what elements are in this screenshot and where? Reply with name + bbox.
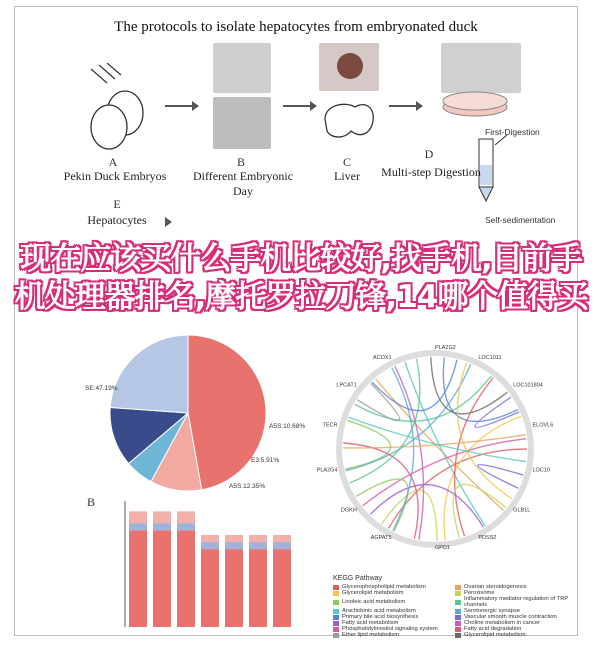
chord-gene-label: GPD1 bbox=[435, 545, 450, 551]
chord-gene-label: LOC1011 bbox=[478, 354, 502, 361]
legend-swatch bbox=[455, 600, 461, 605]
bar-segment bbox=[129, 511, 147, 523]
bar-segment bbox=[225, 549, 243, 627]
legend-swatch bbox=[333, 621, 339, 626]
legend-swatch bbox=[333, 609, 339, 614]
petri-dish-icon bbox=[435, 83, 515, 119]
bar-segment bbox=[177, 523, 195, 530]
chord-gene-label: PLA2G4 bbox=[316, 467, 338, 474]
arrow-a-b bbox=[165, 105, 193, 107]
chord-gene-label: PLA2G2 bbox=[435, 345, 456, 351]
chord-link bbox=[355, 376, 491, 421]
bar-segment bbox=[273, 535, 291, 542]
figure-title: The protocols to isolate hepatocytes from embryonated duck bbox=[114, 19, 478, 35]
legend-swatch bbox=[333, 591, 339, 596]
legend-swatch bbox=[455, 627, 461, 632]
chord-gene-label: PDSS2 bbox=[478, 535, 497, 542]
chord-gene-label: TECR bbox=[322, 422, 338, 429]
eggs-icon bbox=[83, 63, 153, 153]
bar-segment bbox=[201, 535, 219, 542]
legend-label: Serotonergic synapse bbox=[464, 608, 521, 614]
chord-link bbox=[453, 484, 506, 537]
bar-segment bbox=[201, 542, 219, 549]
step-e-letter: E bbox=[113, 197, 121, 211]
bar-segment bbox=[177, 530, 195, 627]
bar-segment bbox=[153, 530, 171, 627]
chord-gene-label: GLB1L bbox=[513, 507, 531, 514]
liver-photo bbox=[319, 43, 379, 91]
legend-label: Glycerolipid metabolism bbox=[464, 632, 526, 638]
bar-segment bbox=[177, 511, 195, 523]
bar-segment bbox=[153, 511, 171, 523]
step-a-illustration bbox=[83, 63, 153, 153]
legend-label: Inflammatory mediator regulation of TRP channels bbox=[464, 596, 569, 608]
legend-label: Phosphatidylinositol signaling system bbox=[342, 626, 438, 632]
legend-label: Glycerophospholipid metabolism bbox=[342, 584, 426, 590]
legend-swatch bbox=[333, 585, 339, 590]
pie-label-right-top: A5S:10.68% bbox=[269, 423, 306, 430]
bar-segment bbox=[273, 549, 291, 627]
step-e-label: Hepatocytes bbox=[87, 213, 147, 227]
step-b-letter: B bbox=[236, 155, 245, 169]
legend-label: Vascular smooth muscle contraction bbox=[464, 614, 557, 620]
arrow-to-e bbox=[165, 221, 166, 222]
kegg-legend bbox=[333, 575, 573, 638]
legend-label: Ether lipid metabolism bbox=[342, 632, 400, 638]
chord-gene-label: LPCAT1 bbox=[336, 382, 357, 389]
chord-gene-label: LOC10 bbox=[532, 467, 550, 474]
arrow-c-d bbox=[389, 105, 417, 107]
step-d-label: Multi-step Digestion bbox=[381, 165, 481, 179]
legend-swatch bbox=[333, 633, 339, 638]
bar-chart bbox=[93, 487, 303, 637]
liver-illustration bbox=[321, 99, 377, 145]
arrow-b-c bbox=[283, 105, 311, 107]
legend-item bbox=[333, 632, 451, 638]
pie-label-left: SE:47.19% bbox=[85, 385, 118, 392]
figure-frame bbox=[14, 6, 578, 636]
legend-swatch bbox=[333, 600, 339, 605]
chord-link bbox=[343, 435, 526, 448]
legend-swatch bbox=[455, 609, 461, 614]
chord-link bbox=[370, 485, 483, 528]
legend-swatch bbox=[333, 627, 339, 632]
petri-dish-illustration bbox=[435, 83, 515, 119]
step-c-label: Liver bbox=[334, 169, 360, 183]
bar-segment bbox=[129, 523, 147, 530]
legend-swatch bbox=[333, 615, 339, 620]
bar-svg bbox=[93, 487, 303, 637]
legend-title: KEGG Pathway bbox=[333, 575, 383, 582]
legend-swatch bbox=[455, 621, 461, 626]
bar-segment bbox=[153, 523, 171, 530]
chord-svg bbox=[315, 337, 555, 567]
bar-segment bbox=[249, 542, 267, 549]
self-sedimentation-label: Self-sedimentation bbox=[485, 215, 556, 225]
legend-item bbox=[455, 632, 573, 638]
chord-link bbox=[431, 354, 508, 414]
pie-chart bbox=[73, 325, 306, 495]
chord-link bbox=[345, 420, 390, 469]
first-digestion-label: First-Digestion bbox=[485, 127, 540, 137]
step-a-letter: A bbox=[108, 155, 118, 169]
pie-label-bottom: A5S:12.35% bbox=[229, 483, 266, 490]
legend-label: Fatty acid metabolism bbox=[342, 620, 399, 626]
overlay-headline: 现在应该买什么手机比较好,找手机,目前手机处理器排名,摩托罗拉刀锋,14哪个值得买 bbox=[14, 241, 588, 315]
legend-label: Glycerolipid metabolism bbox=[342, 590, 404, 596]
step-c-letter: C bbox=[342, 155, 351, 169]
bar-panel-letter: B bbox=[86, 495, 95, 509]
bar-segment bbox=[225, 542, 243, 549]
bar-segment bbox=[249, 535, 267, 542]
embryo-photo-2 bbox=[213, 97, 271, 149]
pie-slice bbox=[188, 335, 266, 490]
chord-gene-label: DGKH bbox=[340, 507, 357, 514]
bar-segment bbox=[249, 549, 267, 627]
chord-link bbox=[363, 439, 527, 506]
step-a-label: Pekin Duck Embryos bbox=[63, 169, 167, 183]
bar-segment bbox=[273, 542, 291, 549]
legend-swatch bbox=[455, 585, 461, 590]
chord-diagram bbox=[315, 337, 555, 567]
legend-swatch bbox=[455, 633, 461, 638]
pie-slice bbox=[110, 335, 188, 413]
legend-label: Peroxisome bbox=[464, 590, 495, 596]
pie-label-right-mid: E3:5.91% bbox=[251, 457, 280, 464]
bar-segment bbox=[129, 530, 147, 627]
legend-grid bbox=[333, 584, 573, 638]
chord-gene-label: AGPAT5 bbox=[370, 535, 392, 542]
chord-gene-label: LOC101804 bbox=[513, 382, 543, 389]
bar-segment bbox=[201, 549, 219, 627]
step-b-label: Different Embryonic Day bbox=[192, 169, 294, 198]
legend-label: Fatty acid degradation bbox=[464, 626, 522, 632]
legend-label: Ovarian steroidogenesis bbox=[464, 584, 527, 590]
step-d-letter: D bbox=[424, 147, 434, 161]
chord-gene-label: ELOVL6 bbox=[532, 422, 554, 429]
embryo-photo-1 bbox=[213, 43, 271, 93]
legend-label: Primary bile acid biosynthesis bbox=[342, 614, 419, 620]
legend-item bbox=[333, 596, 451, 608]
legend-item bbox=[455, 596, 573, 608]
legend-swatch bbox=[455, 615, 461, 620]
legend-label: Choline metabolism in cancer bbox=[464, 620, 541, 626]
pie-svg bbox=[73, 325, 306, 495]
liver-icon bbox=[321, 99, 377, 145]
bar-segment bbox=[225, 535, 243, 542]
chord-gene-label: ACOX1 bbox=[372, 354, 392, 361]
legend-swatch bbox=[455, 591, 461, 596]
legend-label: Linoleic acid metabolism bbox=[342, 599, 406, 605]
legend-label: Arachidonic acid metabolism bbox=[342, 608, 416, 614]
